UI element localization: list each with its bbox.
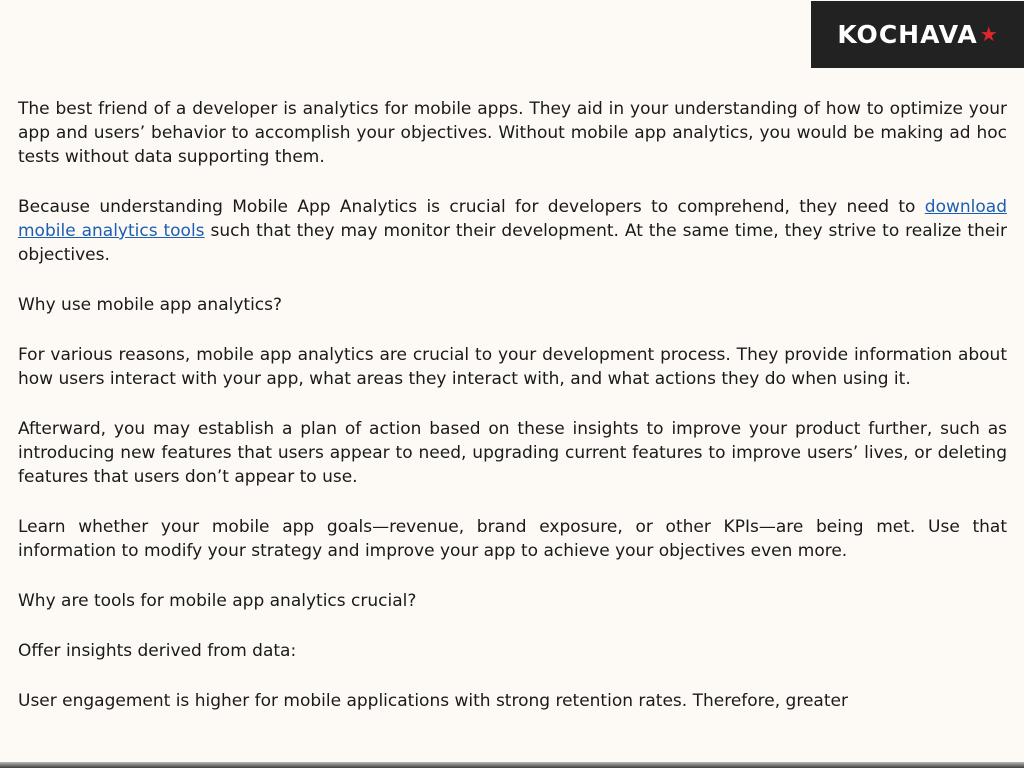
heading-why-use-analytics: Why use mobile app analytics? [18,295,283,315]
article-body [18,97,1007,739]
paragraph-goals: Learn whether your mobile app goals—revenue, brand exposure, or other KPIs—are being met. Use that information to modify your strategy and improve your app to achieve your objectives even more. [18,517,1007,561]
heading-why-tools-crucial: Why are tools for mobile app analytics crucial? [18,591,417,611]
paragraph-download [18,195,1007,267]
paragraph-user-engagement: User engagement is higher for mobile applications with strong retention rates. Therefore, greater [18,691,848,711]
paragraph-reasons: For various reasons, mobile app analytics are crucial to your development process. They provide information about how users interact with your app, what areas they interact with, and what actions they do when using it. [18,345,1007,389]
logo-text: KOCHAVA [837,20,978,49]
kochava-logo [811,1,1024,68]
heading-offer-insights: Offer insights derived from data: [18,641,297,661]
paragraph-download-text-before: Because understanding Mobile App Analytics is crucial for developers to comprehend, they need to [18,197,925,217]
paragraph-plan-of-action: Afterward, you may establish a plan of action based on these insights to improve your product further, such as introducing new features that users appear to need, upgrading current features to improve users’ lives, or deleting features that users don’t appear to use. [18,419,1007,487]
bottom-divider [0,762,1024,768]
download-mobile-analytics-tools-link[interactable]: download mobile analytics tools [18,197,1007,241]
paragraph-intro: The best friend of a developer is analytics for mobile apps. They aid in your understanding of how to optimize your app and users’ behavior to accomplish your objectives. Without mobile app analytics, you would be making ad hoc tests without data supporting them. [18,99,1007,167]
paragraph-download-text-after: such that they may monitor their development. At the same time, they strive to realize their objectives. [18,221,1007,265]
star-icon: ★ [979,21,998,46]
